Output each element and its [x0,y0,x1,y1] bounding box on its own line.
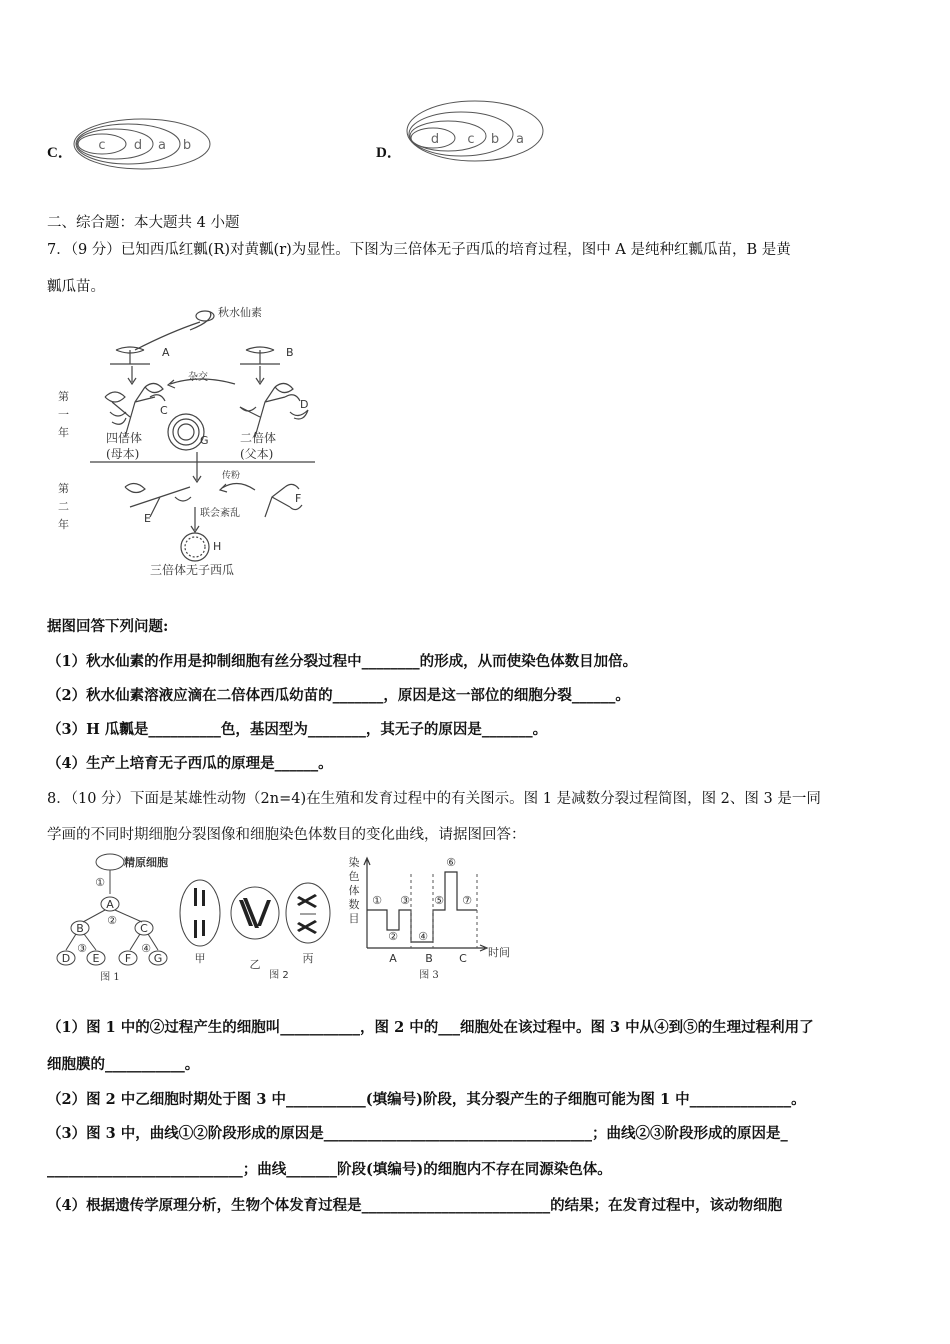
q8-fig1-meiosis [50,852,170,984]
fig1-caption: 图 1 [100,972,120,983]
option-d-set-b: b [490,132,500,147]
option-d-set-a: a [516,132,524,147]
fig-year2-2: 二 [58,500,69,513]
fig-label-b: B [286,346,294,359]
fig3-ylabel-4: 数 [348,898,360,911]
fig1-step4: ④ [141,942,151,955]
q8-stem-line2: 学画的不同时期细胞分裂图像和细胞染色体数目的变化曲线，请据图回答： [47,827,526,843]
fig-label-d: D [300,398,309,411]
q8-sub1-line2: 细胞膜的___________。 [47,1056,200,1073]
fig3-tick-a: A [389,952,397,965]
fig-mother: (母本) [106,447,140,461]
fig2-caption: 图 2 [269,970,289,981]
q8-sub3-line1: （3）图 3 中，曲线①②阶段形成的原因是_____________________________________；曲线②③阶段形成的原因是_ [47,1125,788,1142]
fig3-stage2: ② [388,930,398,943]
fig-disorder: 联会紊乱 [200,508,240,519]
fig-label-c: C [160,404,168,417]
q8-sub3-line2: ___________________________；曲线_______阶段(填编号)的细胞内不存在同源染色体。 [47,1161,612,1178]
q7-sub3: （3）H 瓜瓤是__________色，基因型为________，其无子的原因是_______。 [47,721,548,738]
option-d-set-d: d [430,132,440,147]
fig1-node-g: G [153,952,163,965]
fig-pollinate: 传粉 [222,471,241,481]
fig3-ylabel-5: 目 [348,912,360,925]
fig-label-a: A [162,346,170,359]
q8-sub1-line1: （1）图 1 中的②过程产生的细胞叫___________，图 2 中的___细胞处在该过程中。图 3 中从④到⑤的生理过程利用了 [47,1019,814,1036]
q7-stem-line2: 瓤瓜苗。 [47,279,105,295]
option-c-set-b: b [182,138,192,153]
fig1-node-d: D [61,952,71,965]
option-d-diagram [403,98,548,164]
fig-label-e: E [144,512,151,525]
fig3-xlabel: 时间 [488,946,510,959]
fig1-title: 精原细胞 [124,856,168,869]
fig-year1-3: 年 [58,426,69,439]
fig2-cell-jia: 甲 [194,952,206,965]
fig3-stage3: ③ [400,894,410,907]
q7-prompt: 据图回答下列问题: [47,618,169,635]
q8-sub2: （2）图 2 中乙细胞时期处于图 3 中___________(填编号)阶段，其分裂产生的子细胞可能为图 1 中______________。 [47,1091,806,1108]
fig3-tick-b: B [425,952,433,965]
option-c-set-a: a [158,138,166,153]
fig3-stage1: ① [372,894,382,907]
fig-year2-3: 年 [58,518,69,531]
fig-year2-1: 第 [58,482,69,495]
fig1-node-c: C [140,922,148,935]
q8-fig3-curve [345,852,520,984]
fig-label-f: F [295,492,302,505]
fig1-step3: ③ [77,942,87,955]
fig3-ylabel-3: 体 [348,884,360,897]
fig-label-g: G [200,434,209,447]
section-heading: 二、综合题：本大题共 4 小题 [47,215,240,231]
fig1-node-a: A [106,898,114,911]
fig2-cell-yi: 乙 [249,958,261,971]
fig1-node-e: E [92,952,100,965]
q8-stem-line1: 8．（10 分）下面是某雄性动物（2n=4)在生殖和发育过程中的有关图示。图 1 是减数分裂过程简图，图 2、图 3 是一同 [47,791,821,807]
q7-stem-line1: 7．（9 分）已知西瓜红瓤(R)对黄瓤(r)为显性。下图为三倍体无子西瓜的培育过程，图中 A 是纯种红瓤瓜苗，B 是黄 [47,242,791,258]
fig3-stage7: ⑦ [462,894,472,907]
fig3-ylabel-1: 染 [348,856,360,869]
option-d-set-c: c [467,132,475,147]
fig3-caption: 图 3 [419,970,439,981]
fig3-tick-c: C [459,952,467,965]
option-c-label: C． [47,145,73,161]
fig-label-h: H [213,540,222,553]
q7-watermelon-figure [50,302,335,584]
fig-year1-2: 一 [58,408,69,421]
q7-sub4: （4）生产上培育无子西瓜的原理是______。 [47,755,333,772]
q8-sub4: （4）根据遗传学原理分析，生物个体发育过程是__________________________的结果；在发育过程中，该动物细胞 [47,1197,783,1214]
fig3-ylabel-2: 色 [348,870,360,883]
fig-tetraploid: 四倍体 [106,431,143,445]
fig2-cell-bing: 丙 [302,952,314,965]
option-d-label: D． [376,145,402,161]
fig1-node-f: F [124,952,132,965]
fig1-step2: ② [107,914,117,927]
fig-father: (父本) [240,447,274,461]
fig-colchicine-label: 秋水仙素 [218,306,262,319]
option-c-set-d: d [133,138,143,153]
option-c-set-c: c [98,138,106,153]
fig3-stage5: ⑤ [434,894,444,907]
fig-diploid: 二倍体 [240,431,277,445]
fig1-node-b: B [76,922,84,935]
fig-cross-label: 杂交 [188,372,208,383]
q7-sub1: （1）秋水仙素的作用是抑制细胞有丝分裂过程中________的形成，从而使染色体数目加倍。 [47,653,638,670]
fig-seedless: 三倍体无子西瓜 [150,563,235,577]
q8-fig2-cells [175,868,335,984]
fig-year1-1: 第 [58,390,69,403]
q7-sub2: （2）秋水仙素溶液应滴在二倍体西瓜幼苗的_______，原因是这一部位的细胞分裂______。 [47,687,630,704]
fig1-step1: ① [95,876,105,889]
fig3-stage6: ⑥ [446,856,456,869]
fig3-stage4: ④ [418,930,428,943]
option-c-diagram [70,115,215,173]
